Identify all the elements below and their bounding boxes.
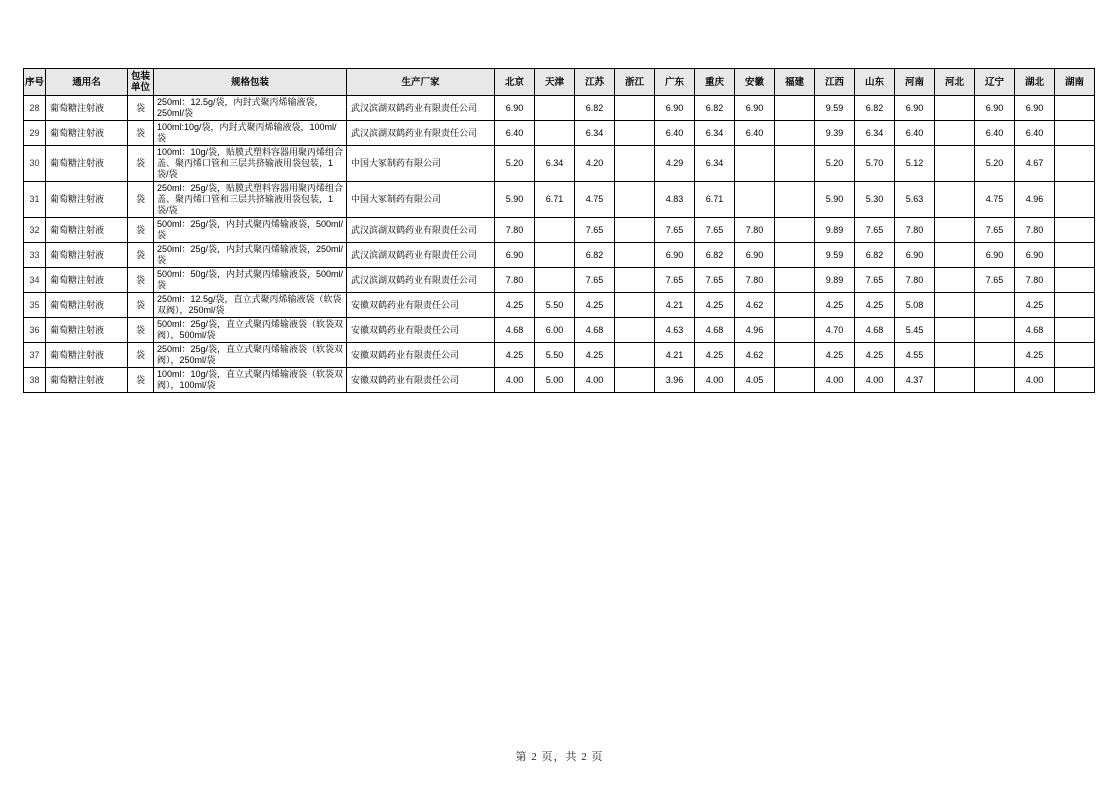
cell-province-price: 4.68	[575, 318, 615, 343]
cell-province-price: 4.00	[815, 368, 855, 393]
cell-manufacturer: 武汉滨湖双鹤药业有限责任公司	[347, 218, 495, 243]
cell-province-price	[775, 121, 815, 146]
cell-province-price	[1055, 268, 1095, 293]
table-row	[24, 343, 1095, 368]
cell-package-unit: 袋	[128, 243, 154, 268]
cell-province-price: 6.90	[495, 243, 535, 268]
cell-province-price	[935, 318, 975, 343]
cell-province-price	[935, 268, 975, 293]
cell-package-unit: 袋	[128, 146, 154, 182]
cell-package-unit: 袋	[128, 268, 154, 293]
cell-row-number: 29	[24, 121, 46, 146]
col-header-province-13: 辽宁	[975, 69, 1015, 96]
table-row	[24, 243, 1095, 268]
cell-row-number: 30	[24, 146, 46, 182]
cell-generic-name: 葡萄糖注射液	[46, 218, 128, 243]
col-header-province-10: 山东	[855, 69, 895, 96]
drug-price-table	[23, 68, 1095, 393]
cell-package-unit: 袋	[128, 293, 154, 318]
cell-province-price: 5.70	[855, 146, 895, 182]
cell-province-price	[975, 368, 1015, 393]
cell-province-price: 5.20	[495, 146, 535, 182]
cell-province-price: 7.80	[895, 268, 935, 293]
cell-province-price: 9.89	[815, 268, 855, 293]
cell-province-price: 6.40	[895, 121, 935, 146]
cell-province-price: 6.82	[855, 243, 895, 268]
cell-generic-name: 葡萄糖注射液	[46, 243, 128, 268]
cell-province-price: 4.68	[495, 318, 535, 343]
cell-province-price: 6.82	[855, 96, 895, 121]
cell-province-price	[615, 121, 655, 146]
cell-province-price: 9.39	[815, 121, 855, 146]
cell-province-price	[975, 293, 1015, 318]
cell-generic-name: 葡萄糖注射液	[46, 182, 128, 218]
cell-province-price	[775, 318, 815, 343]
cell-package-unit: 袋	[128, 218, 154, 243]
cell-generic-name: 葡萄糖注射液	[46, 121, 128, 146]
cell-province-price: 4.96	[1015, 182, 1055, 218]
cell-province-price	[535, 121, 575, 146]
cell-row-number: 28	[24, 96, 46, 121]
col-header-province-5: 广东	[655, 69, 695, 96]
cell-province-price	[1055, 343, 1095, 368]
cell-province-price: 9.59	[815, 96, 855, 121]
cell-province-price: 6.90	[975, 96, 1015, 121]
cell-province-price	[735, 182, 775, 218]
cell-province-price: 7.65	[855, 268, 895, 293]
cell-province-price	[1055, 368, 1095, 393]
table-row	[24, 268, 1095, 293]
cell-province-price	[1055, 121, 1095, 146]
cell-province-price	[935, 182, 975, 218]
cell-package-unit: 袋	[128, 96, 154, 121]
cell-spec-packaging: 250ml：12.5g/袋，内封式聚丙烯输液袋，250ml/袋	[154, 96, 347, 121]
cell-province-price: 6.82	[695, 243, 735, 268]
cell-province-price: 7.65	[695, 218, 735, 243]
cell-province-price: 4.25	[575, 343, 615, 368]
cell-province-price	[535, 218, 575, 243]
cell-province-price: 4.00	[855, 368, 895, 393]
cell-province-price	[775, 146, 815, 182]
cell-province-price	[615, 243, 655, 268]
col-header-province-1: 北京	[495, 69, 535, 96]
col-header-province-3: 江苏	[575, 69, 615, 96]
table-header-row	[24, 69, 1095, 96]
cell-province-price: 4.68	[855, 318, 895, 343]
cell-province-price: 7.65	[655, 218, 695, 243]
cell-province-price	[535, 96, 575, 121]
cell-province-price	[615, 343, 655, 368]
table-row	[24, 121, 1095, 146]
cell-row-number: 32	[24, 218, 46, 243]
cell-province-price: 4.75	[975, 182, 1015, 218]
cell-province-price: 4.00	[695, 368, 735, 393]
cell-province-price: 7.80	[1015, 218, 1055, 243]
col-header-province-12: 河北	[935, 69, 975, 96]
col-header-unit: 包装单位	[128, 69, 154, 96]
cell-province-price	[615, 146, 655, 182]
cell-spec-packaging: 100ml：10g/袋，贴膜式塑料容器用聚丙烯组合盖、聚丙烯口管和三层共挤输液用袋包装，1袋/袋	[154, 146, 347, 182]
cell-province-price: 4.21	[655, 343, 695, 368]
cell-province-price: 5.08	[895, 293, 935, 318]
cell-province-price	[1055, 146, 1095, 182]
cell-province-price: 7.80	[735, 218, 775, 243]
cell-province-price: 4.83	[655, 182, 695, 218]
table-row	[24, 182, 1095, 218]
cell-province-price: 4.25	[815, 343, 855, 368]
cell-province-price: 4.21	[655, 293, 695, 318]
cell-province-price: 6.34	[575, 121, 615, 146]
cell-province-price: 4.25	[815, 293, 855, 318]
cell-province-price: 6.34	[855, 121, 895, 146]
cell-province-price: 7.80	[735, 268, 775, 293]
cell-province-price: 6.40	[495, 121, 535, 146]
cell-province-price	[975, 343, 1015, 368]
cell-manufacturer: 武汉滨湖双鹤药业有限责任公司	[347, 121, 495, 146]
col-header-province-4: 浙江	[615, 69, 655, 96]
cell-province-price	[935, 243, 975, 268]
cell-province-price: 6.71	[695, 182, 735, 218]
cell-province-price: 4.25	[495, 343, 535, 368]
cell-province-price	[615, 96, 655, 121]
col-header-province-9: 江西	[815, 69, 855, 96]
cell-province-price	[1055, 218, 1095, 243]
cell-generic-name: 葡萄糖注射液	[46, 268, 128, 293]
table-row	[24, 96, 1095, 121]
cell-generic-name: 葡萄糖注射液	[46, 343, 128, 368]
cell-province-price: 7.80	[1015, 268, 1055, 293]
cell-province-price: 6.90	[1015, 243, 1055, 268]
cell-province-price	[775, 182, 815, 218]
cell-manufacturer: 武汉滨湖双鹤药业有限责任公司	[347, 96, 495, 121]
cell-province-price: 6.90	[655, 243, 695, 268]
cell-row-number: 35	[24, 293, 46, 318]
cell-province-price: 5.63	[895, 182, 935, 218]
cell-province-price: 6.90	[735, 243, 775, 268]
cell-province-price: 6.34	[695, 146, 735, 182]
cell-package-unit: 袋	[128, 121, 154, 146]
cell-province-price: 6.40	[975, 121, 1015, 146]
cell-province-price: 7.80	[895, 218, 935, 243]
cell-province-price: 7.80	[495, 268, 535, 293]
cell-manufacturer: 安徽双鹤药业有限责任公司	[347, 368, 495, 393]
cell-province-price: 4.68	[695, 318, 735, 343]
cell-manufacturer: 安徽双鹤药业有限责任公司	[347, 343, 495, 368]
cell-row-number: 38	[24, 368, 46, 393]
cell-province-price: 4.05	[735, 368, 775, 393]
cell-province-price	[615, 218, 655, 243]
cell-province-price: 4.62	[735, 343, 775, 368]
cell-province-price	[935, 368, 975, 393]
col-header-no: 序号	[24, 69, 46, 96]
table-row	[24, 146, 1095, 182]
cell-province-price: 4.25	[495, 293, 535, 318]
cell-province-price: 5.50	[535, 343, 575, 368]
cell-package-unit: 袋	[128, 182, 154, 218]
col-header-province-2: 天津	[535, 69, 575, 96]
cell-spec-packaging: 500ml：25g/袋，内封式聚丙烯输液袋，500ml/袋	[154, 218, 347, 243]
cell-province-price: 5.12	[895, 146, 935, 182]
cell-province-price: 7.65	[655, 268, 695, 293]
cell-province-price: 4.25	[575, 293, 615, 318]
cell-province-price: 6.82	[575, 96, 615, 121]
cell-spec-packaging: 250ml：25g/袋，内封式聚丙烯输液袋，250ml/袋	[154, 243, 347, 268]
col-header-manufacturer: 生产厂家	[347, 69, 495, 96]
col-header-province-14: 湖北	[1015, 69, 1055, 96]
cell-package-unit: 袋	[128, 343, 154, 368]
cell-province-price: 7.65	[695, 268, 735, 293]
cell-province-price	[935, 121, 975, 146]
cell-province-price: 4.25	[855, 293, 895, 318]
cell-row-number: 31	[24, 182, 46, 218]
cell-province-price: 4.96	[735, 318, 775, 343]
cell-province-price: 4.62	[735, 293, 775, 318]
cell-province-price: 7.65	[975, 218, 1015, 243]
cell-spec-packaging: 250ml：12.5g/袋，直立式聚丙烯输液袋（软袋双阀），250ml/袋	[154, 293, 347, 318]
cell-province-price: 3.96	[655, 368, 695, 393]
cell-generic-name: 葡萄糖注射液	[46, 318, 128, 343]
cell-spec-packaging: 500ml：50g/袋，内封式聚丙烯输液袋，500ml/袋	[154, 268, 347, 293]
cell-province-price: 4.75	[575, 182, 615, 218]
cell-province-price	[615, 293, 655, 318]
cell-province-price: 9.89	[815, 218, 855, 243]
cell-generic-name: 葡萄糖注射液	[46, 368, 128, 393]
cell-province-price: 7.65	[975, 268, 1015, 293]
cell-province-price	[615, 318, 655, 343]
cell-province-price	[615, 368, 655, 393]
cell-province-price: 4.25	[1015, 293, 1055, 318]
cell-province-price: 6.90	[895, 96, 935, 121]
cell-province-price: 4.25	[695, 293, 735, 318]
cell-province-price: 5.00	[535, 368, 575, 393]
cell-province-price: 6.82	[575, 243, 615, 268]
cell-province-price: 6.00	[535, 318, 575, 343]
cell-spec-packaging: 100ml：10g/袋，直立式聚丙烯输液袋（软袋双阀），100ml/袋	[154, 368, 347, 393]
col-header-province-7: 安徽	[735, 69, 775, 96]
cell-province-price	[935, 218, 975, 243]
table-row	[24, 293, 1095, 318]
cell-province-price: 4.20	[575, 146, 615, 182]
cell-province-price: 4.00	[1015, 368, 1055, 393]
cell-manufacturer: 武汉滨湖双鹤药业有限责任公司	[347, 243, 495, 268]
table-row	[24, 368, 1095, 393]
cell-spec-packaging: 500ml：25g/袋，直立式聚丙烯输液袋（软袋双阀），500ml/袋	[154, 318, 347, 343]
cell-package-unit: 袋	[128, 318, 154, 343]
cell-province-price: 4.00	[575, 368, 615, 393]
cell-province-price	[935, 293, 975, 318]
cell-generic-name: 葡萄糖注射液	[46, 96, 128, 121]
cell-province-price: 7.80	[495, 218, 535, 243]
cell-province-price: 5.90	[815, 182, 855, 218]
cell-province-price: 4.70	[815, 318, 855, 343]
cell-package-unit: 袋	[128, 368, 154, 393]
cell-province-price: 5.20	[975, 146, 1015, 182]
col-header-name: 通用名	[46, 69, 128, 96]
cell-province-price: 4.29	[655, 146, 695, 182]
cell-province-price	[535, 268, 575, 293]
cell-province-price	[775, 96, 815, 121]
col-header-province-11: 河南	[895, 69, 935, 96]
cell-row-number: 33	[24, 243, 46, 268]
cell-province-price	[615, 268, 655, 293]
cell-province-price: 4.63	[655, 318, 695, 343]
cell-province-price: 6.40	[655, 121, 695, 146]
cell-spec-packaging: 250ml：25g/袋，贴膜式塑料容器用聚丙烯组合盖、聚丙烯口管和三层共挤输液用袋包装，1袋/袋	[154, 182, 347, 218]
cell-province-price	[775, 268, 815, 293]
cell-province-price	[735, 146, 775, 182]
cell-province-price	[1055, 182, 1095, 218]
cell-manufacturer: 中国大冢制药有限公司	[347, 146, 495, 182]
table-row	[24, 218, 1095, 243]
cell-generic-name: 葡萄糖注射液	[46, 146, 128, 182]
cell-province-price: 6.90	[735, 96, 775, 121]
cell-province-price	[775, 218, 815, 243]
col-header-province-15: 湖南	[1055, 69, 1095, 96]
cell-province-price: 6.34	[695, 121, 735, 146]
cell-row-number: 34	[24, 268, 46, 293]
cell-province-price	[935, 96, 975, 121]
cell-province-price: 7.65	[855, 218, 895, 243]
cell-manufacturer: 安徽双鹤药业有限责任公司	[347, 318, 495, 343]
cell-province-price: 6.71	[535, 182, 575, 218]
cell-province-price: 4.67	[1015, 146, 1055, 182]
cell-province-price: 6.90	[895, 243, 935, 268]
cell-province-price: 4.37	[895, 368, 935, 393]
cell-province-price: 5.50	[535, 293, 575, 318]
col-header-province-6: 重庆	[695, 69, 735, 96]
cell-spec-packaging: 250ml：25g/袋，直立式聚丙烯输液袋（软袋双阀），250ml/袋	[154, 343, 347, 368]
cell-province-price: 4.25	[1015, 343, 1055, 368]
cell-province-price	[1055, 293, 1095, 318]
cell-manufacturer: 武汉滨湖双鹤药业有限责任公司	[347, 268, 495, 293]
cell-province-price: 9.59	[815, 243, 855, 268]
cell-province-price	[615, 182, 655, 218]
cell-row-number: 36	[24, 318, 46, 343]
cell-row-number: 37	[24, 343, 46, 368]
cell-spec-packaging: 100ml:10g/袋，内封式聚丙烯输液袋，100ml/袋	[154, 121, 347, 146]
cell-province-price	[535, 243, 575, 268]
cell-province-price: 6.40	[1015, 121, 1055, 146]
cell-province-price: 5.20	[815, 146, 855, 182]
cell-province-price: 6.34	[535, 146, 575, 182]
cell-province-price: 5.90	[495, 182, 535, 218]
cell-province-price	[1055, 318, 1095, 343]
cell-province-price: 4.25	[695, 343, 735, 368]
cell-province-price: 6.82	[695, 96, 735, 121]
cell-province-price	[1055, 243, 1095, 268]
cell-province-price	[935, 343, 975, 368]
cell-generic-name: 葡萄糖注射液	[46, 293, 128, 318]
cell-manufacturer: 中国大冢制药有限公司	[347, 182, 495, 218]
cell-province-price	[775, 368, 815, 393]
table-row	[24, 318, 1095, 343]
cell-province-price: 4.00	[495, 368, 535, 393]
col-header-province-8: 福建	[775, 69, 815, 96]
cell-province-price: 6.40	[735, 121, 775, 146]
cell-province-price: 7.65	[575, 218, 615, 243]
cell-province-price: 7.65	[575, 268, 615, 293]
cell-province-price	[1055, 96, 1095, 121]
cell-province-price	[775, 293, 815, 318]
cell-province-price	[775, 343, 815, 368]
cell-province-price: 4.55	[895, 343, 935, 368]
cell-province-price: 4.68	[1015, 318, 1055, 343]
cell-province-price	[775, 243, 815, 268]
cell-province-price: 5.30	[855, 182, 895, 218]
col-header-spec: 规格包装	[154, 69, 347, 96]
cell-province-price: 5.45	[895, 318, 935, 343]
cell-province-price: 6.90	[1015, 96, 1055, 121]
cell-manufacturer: 安徽双鹤药业有限责任公司	[347, 293, 495, 318]
cell-province-price: 6.90	[495, 96, 535, 121]
cell-province-price	[975, 318, 1015, 343]
page-number-footer: 第 2 页，共 2 页	[515, 751, 604, 763]
cell-province-price: 6.90	[975, 243, 1015, 268]
cell-province-price: 6.90	[655, 96, 695, 121]
cell-province-price: 4.25	[855, 343, 895, 368]
cell-province-price	[935, 146, 975, 182]
